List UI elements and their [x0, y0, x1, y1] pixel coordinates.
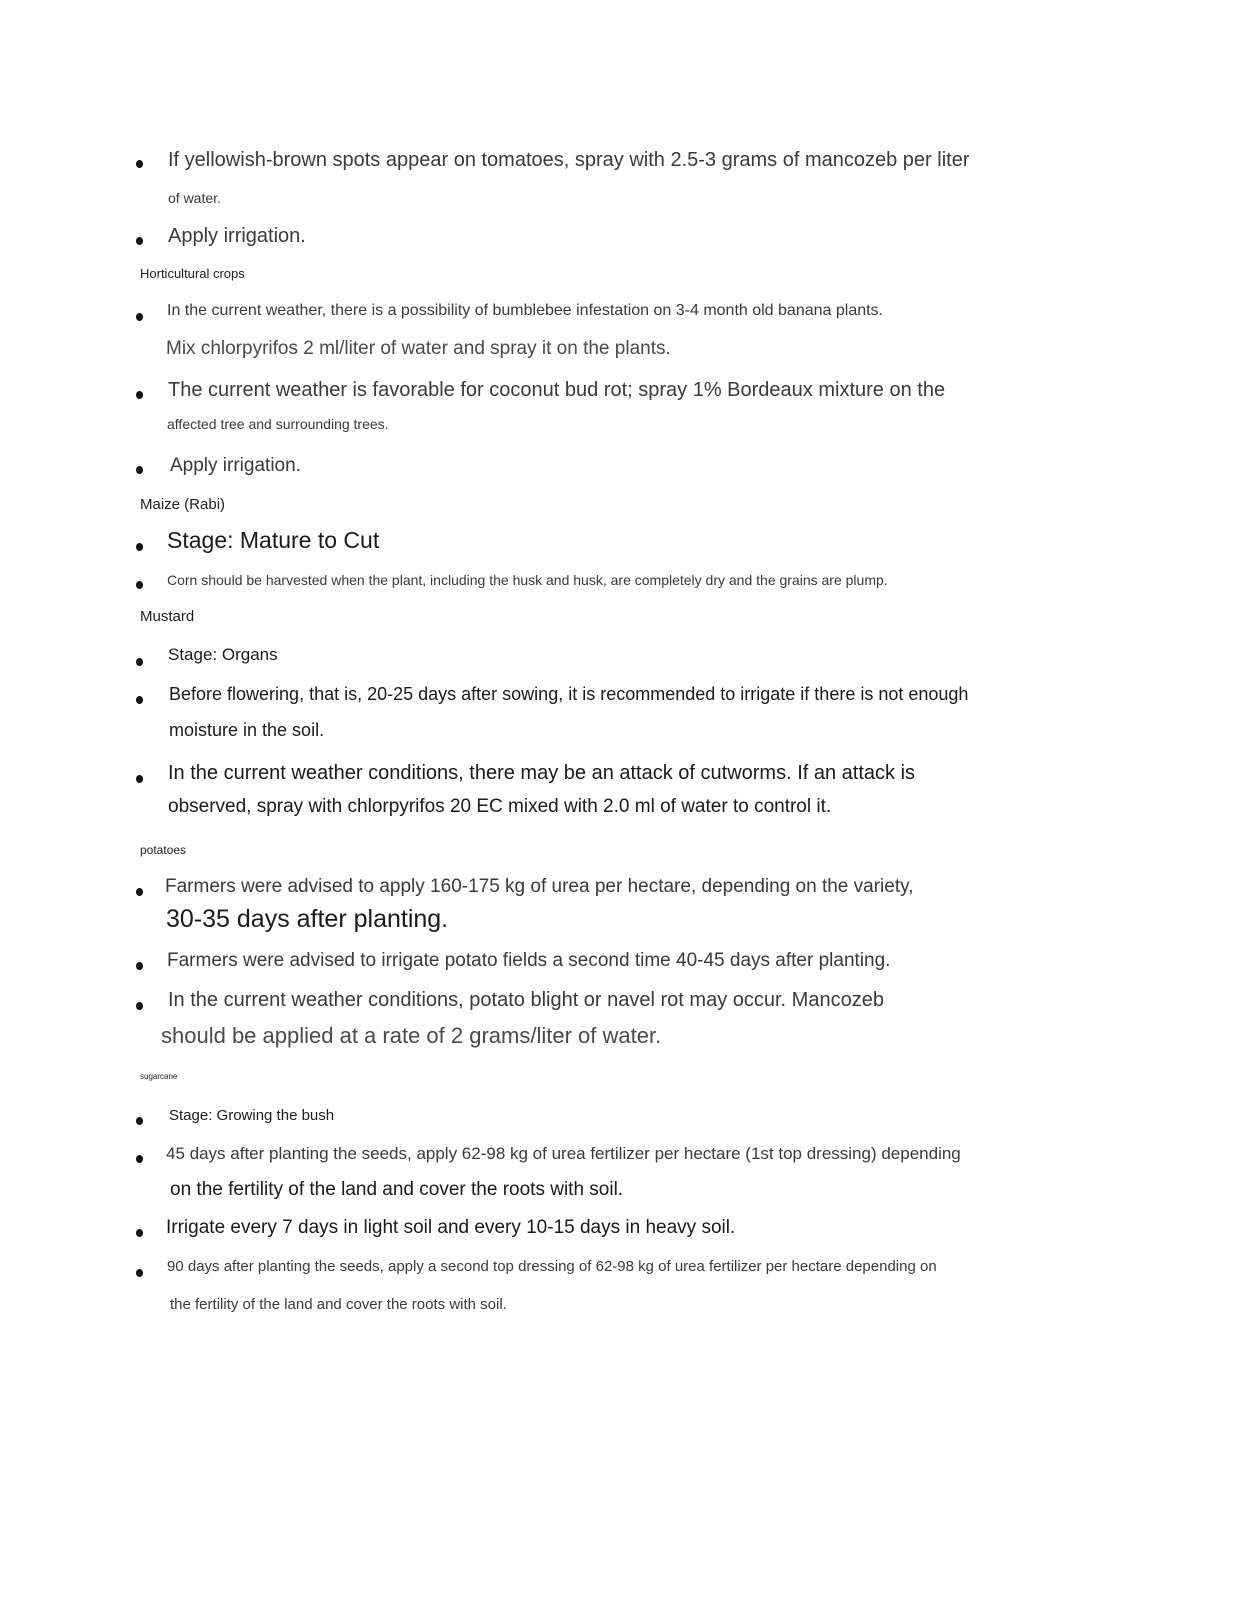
bullet-icon [136, 696, 143, 704]
list-item-text: If yellowish-brown spots appear on tomatoes, spray with 2.5-3 grams of mancozeb per liter [168, 149, 970, 171]
bullet-icon [136, 888, 143, 896]
list-item-text: on the fertility of the land and cover the roots with soil. [170, 1179, 624, 1200]
list-item-text: moisture in the soil. [169, 720, 325, 740]
list-item-text: In the current weather, there is a possibility of bumblebee infestation on 3-4 month old banana plants. [167, 302, 883, 319]
section-heading-maize: Maize (Rabi) [140, 496, 226, 513]
section-heading-mustard: Mustard [140, 608, 195, 625]
list-item-text: affected tree and surrounding trees. [167, 416, 389, 432]
list-item-text: The current weather is favorable for coconut bud rot; spray 1% Bordeaux mixture on the [168, 379, 946, 401]
section-heading-potatoes: potatoes [140, 843, 187, 857]
list-item-text: observed, spray with chlorpyrifos 20 EC mixed with 2.0 ml of water to control it. [168, 796, 832, 817]
bullet-icon [136, 1229, 143, 1237]
list-item-text: Farmers were advised to apply 160-175 kg of urea per hectare, depending on the variety, [165, 876, 914, 897]
bullet-icon [136, 466, 143, 474]
bullet-icon [136, 391, 143, 399]
list-item-text: Farmers were advised to irrigate potato fields a second time 40-45 days after planting. [167, 950, 891, 971]
bullet-icon [136, 775, 143, 783]
list-item-text: should be applied at a rate of 2 grams/liter of water. [161, 1023, 662, 1048]
section-heading-horticultural-crops: Horticultural crops [140, 266, 245, 281]
list-item-text: In the current weather conditions, potato blight or navel rot may occur. Mancozeb [168, 989, 884, 1011]
section-heading-sugarcane: sugarcane [140, 1072, 178, 1081]
bullet-icon [136, 1002, 143, 1010]
list-item-text: 45 days after planting the seeds, apply 62-98 kg of urea fertilizer per hectare (1st top dressing) depending [166, 1144, 961, 1163]
list-item-text: Irrigate every 7 days in light soil and every 10-15 days in heavy soil. [166, 1217, 736, 1238]
list-item-text: Mix chlorpyrifos 2 ml/liter of water and spray it on the plants. [166, 338, 671, 359]
list-item-text: Before flowering, that is, 20-25 days after sowing, it is recommended to irrigate if there is not enough [169, 684, 969, 704]
bullet-icon [136, 962, 143, 970]
list-item-text: of water. [168, 190, 221, 206]
bullet-icon [136, 581, 143, 589]
bullet-icon [136, 160, 143, 168]
list-item-text: 30-35 days after planting. [166, 905, 449, 933]
bullet-icon [136, 1155, 143, 1163]
list-item-text: Apply irrigation. [168, 225, 306, 247]
list-item-text: the fertility of the land and cover the roots with soil. [170, 1296, 507, 1313]
list-item-text: 90 days after planting the seeds, apply a second top dressing of 62-98 kg of urea fertilizer per hectare depending on [167, 1258, 937, 1275]
bullet-icon [136, 658, 143, 666]
bullet-icon [136, 313, 143, 321]
list-item-text: Stage: Growing the bush [169, 1107, 335, 1124]
bullet-icon [136, 543, 143, 551]
list-item-text: In the current weather conditions, there may be an attack of cutworms. If an attack is [168, 762, 916, 784]
list-item-text: Stage: Organs [168, 645, 278, 664]
bullet-icon [136, 237, 143, 245]
list-item-text: Corn should be harvested when the plant, including the husk and husk, are completely dry and the grains are plump. [167, 572, 888, 588]
list-item-text: Stage: Mature to Cut [167, 527, 380, 553]
bullet-icon [136, 1269, 143, 1277]
list-item-text: Apply irrigation. [170, 455, 301, 476]
bullet-icon [136, 1117, 143, 1125]
